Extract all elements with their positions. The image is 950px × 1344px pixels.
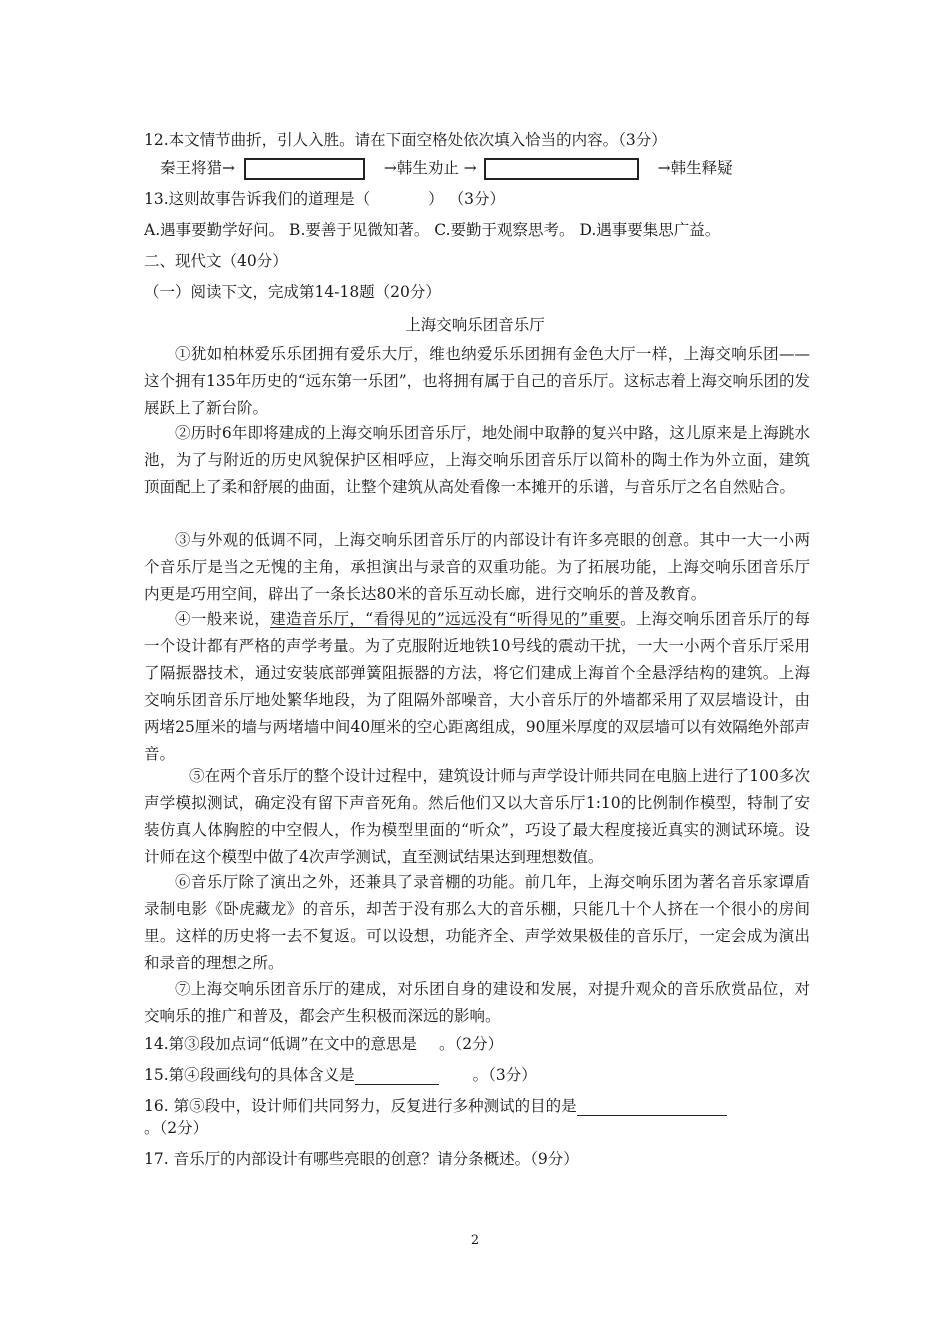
- paragraph-4-prefix: ④一般来说，: [175, 610, 271, 628]
- question-13-options: A.遇事要勤学好问。 B.要善于见微知著。 C.要勤于观察思考。 D.遇事要集思广益。: [144, 221, 721, 239]
- page-number: 2: [470, 1233, 480, 1248]
- question-16-score: 。（2分）: [144, 1119, 209, 1137]
- paragraph-2: ②历时6年即将建成的上海交响乐团音乐厅，地处闹中取静的复兴中路，这儿原来是上海跳水池，为了与附近的历史风貌保护区相呼应，上海交响乐团音乐厅以简朴的陶土作为外立面，建筑顶面配上了柔和舒展的曲面，让整个建筑从高处看像一本摊开的乐谱，与音乐厅之名自然贴合。: [144, 424, 810, 496]
- section-sub-heading: （一）阅读下文，完成第14-18题（20分）: [144, 283, 441, 301]
- section-heading: 二、现代文（40分）: [144, 252, 288, 270]
- article-title: 上海交响乐团音乐厅: [405, 316, 545, 334]
- question-13: [144, 189, 505, 209]
- flow-end: →韩生释疑: [657, 159, 733, 177]
- question-14-text: 14.第③段加点词“低调”在文中的意思是: [144, 1035, 417, 1053]
- answer-box-1[interactable]: [244, 158, 365, 180]
- question-12-flow: [160, 158, 733, 180]
- answer-blank-16[interactable]: [577, 1099, 727, 1116]
- flow-start: 秦王将猎→: [160, 159, 235, 177]
- question-16-text: 16. 第⑤段中，设计师们共同努力，反复进行多种测试的目的是: [144, 1097, 577, 1115]
- answer-box-2[interactable]: [484, 158, 639, 180]
- question-13-score: ） （3分）: [428, 190, 505, 208]
- paragraph-4: [144, 606, 810, 768]
- question-17: 17. 音乐厅的内部设计有哪些亮眼的创意？请分条概述。（9分）: [144, 1150, 579, 1168]
- paragraph-1: ①犹如柏林爱乐乐团拥有爱乐大厅，维也纳爱乐乐团拥有金色大厅一样，上海交响乐团——这个拥有135年历史的“远东第一乐团”，也将拥有属于自己的音乐厅。这标志着上海交响乐团的发展跃上了新台阶。: [144, 345, 810, 417]
- question-15-text: 15.第④段画线句的具体含义是: [144, 1066, 355, 1084]
- paragraph-7: ⑦上海交响乐团音乐厅的建成，对乐团自身的建设和发展，对提升观众的音乐欣赏品位，对交响乐的推广和普及，都会产生积极而深远的影响。: [144, 980, 810, 1025]
- paragraph-3: ③与外观的低调不同，上海交响乐团音乐厅的内部设计有许多亮眼的创意。其中一大一小两个音乐厅是当之无愧的主角，承担演出与录音的双重功能。为了拓展功能，上海交响乐团音乐厅内更是巧用空间，辟出了一条长达80米的音乐互动长廊，进行交响乐的普及教育。: [144, 531, 810, 603]
- question-13-text: 13.这则故事告诉我们的道理是（: [144, 190, 371, 208]
- paragraph-4-rest: 。上海交响乐团音乐厅的每一个设计都有严格的声学考量。为了克服附近地铁10号线的震动干扰，一大一小两个音乐厅采用了隔振器技术，通过安装底部弹簧阻振器的方法，将它们建成上海首个全悬浮结构的建筑。上海交响乐团音乐厅地处繁华地段，为了阻隔外部噪音，大小音乐厅的外墙都采用了双层墙设计，由两堵25厘米的墙与两堵墙中间40厘米的空心距离组成，90厘米厚度的双层墙可以有效隔绝外部声音。: [144, 610, 810, 763]
- paragraph-5: ⑤在两个音乐厅的整个设计过程中，建筑设计师与声学设计师共同在电脑上进行了100多次声学模拟测试，确定没有留下声音死角。然后他们又以大音乐厅1:10的比例制作模型，特制了安装仿真人体胸腔的中空假人，作为模型里面的“听众”，巧设了最大程度接近真实的测试环境。设计师在这个模型中做了4次声学测试，直至测试结果达到理想数值。: [144, 767, 810, 866]
- paragraph-6: ⑥音乐厅除了演出之外，还兼具了录音棚的功能。前几年，上海交响乐团为著名音乐家谭盾录制电影《卧虎藏龙》的音乐，却苦于没有那么大的音乐棚，只能几十个人挤在一个很小的房间里。这样的历史将一去不复返。可以设想，功能齐全、声学效果极佳的音乐厅，一定会成为演出和录音的理想之所。: [144, 873, 810, 972]
- question-15-score: 。（3分）: [472, 1066, 537, 1084]
- answer-blank-15[interactable]: [355, 1068, 439, 1085]
- question-14: [144, 1034, 503, 1054]
- question-14-score: 。（2分）: [439, 1035, 504, 1053]
- underlined-sentence: 建造音乐厅，“看得见的”远远没有“听得见的”重要: [270, 610, 621, 628]
- question-15: [144, 1065, 537, 1085]
- question-12: 12.本文情节曲折，引人入胜。请在下面空格处依次填入恰当的内容。（3分）: [144, 131, 667, 149]
- flow-mid: →韩生劝止 →: [383, 159, 477, 177]
- question-16: [144, 1096, 727, 1116]
